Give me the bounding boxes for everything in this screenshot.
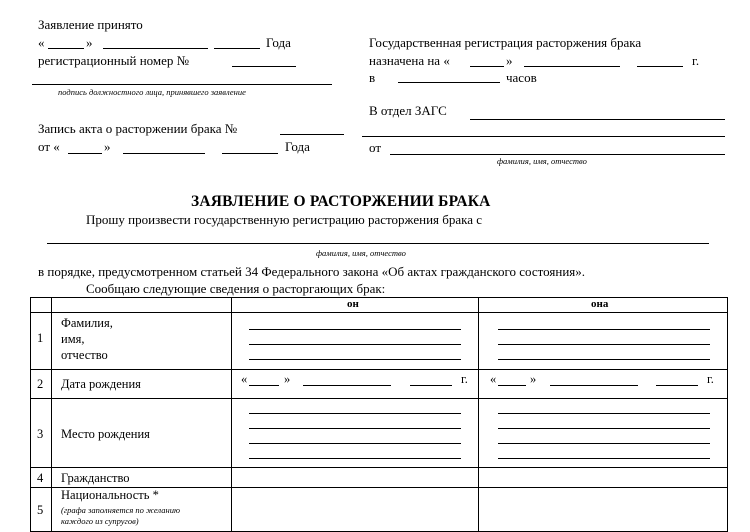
row-label-surname: Фамилия, [61,316,113,330]
he-fio-line-2[interactable] [249,344,461,345]
she-fio-line-3[interactable] [498,359,710,360]
hours-label: часов [506,70,537,85]
record-close-quote: » [104,139,111,154]
record-year-field[interactable] [222,153,278,154]
row-label-birthdate: Дата рождения [61,377,141,391]
zags-name-field[interactable] [470,119,725,120]
she-birthplace-line-1[interactable] [498,413,710,414]
he-fio-line-1[interactable] [249,329,461,330]
she-date-open-quote: « [490,372,497,386]
table-row-divider [31,467,727,468]
accepted-date-open-quote: « [38,35,45,50]
he-date-open-quote: « [241,372,248,386]
record-act-number-field[interactable] [280,134,344,135]
signature-caption: подпись должностного лица, принявшего заявление [58,87,246,97]
table-row-divider [31,369,727,370]
table-col-divider [51,298,52,531]
he-birth-day-field[interactable] [249,385,279,386]
she-birth-year-field[interactable] [656,385,698,386]
reg-number-label: регистрационный номер № [38,53,190,68]
he-birthplace-line-2[interactable] [249,428,461,429]
assigned-year-label: г. [692,53,700,68]
record-year-label: Года [285,139,310,154]
he-date-close-quote: » [284,372,291,386]
accepted-year-field[interactable] [214,48,260,49]
record-act-label: Запись акта о расторжении брака № [38,121,238,136]
applicant-from-label: от [369,140,382,155]
assigned-hours-field[interactable] [398,82,500,83]
she-birthplace-line-2[interactable] [498,428,710,429]
assigned-year-field[interactable] [637,66,683,67]
column-header-she: она [591,298,609,310]
row-label-citizenship: Гражданство [61,471,130,485]
signature-field[interactable] [32,84,332,85]
applicant-fio-caption: фамилия, имя, отчество [497,156,587,166]
he-year-label: г. [461,372,468,386]
zags-name-field-2[interactable] [362,136,725,137]
row-label-birthplace: Место рождения [61,427,150,441]
request-text: Прошу произвести государственную регистрацию расторжения брака с [86,212,483,227]
applicant-fio-field[interactable] [390,154,725,155]
he-birth-year-field[interactable] [410,385,452,386]
accepted-day-field[interactable] [48,48,84,49]
spouses-info-table [30,297,728,532]
she-year-label: г. [707,372,714,386]
row-number: 1 [37,331,44,345]
she-date-close-quote: » [530,372,537,386]
table-col-divider [478,298,479,531]
she-birth-day-field[interactable] [498,385,526,386]
assigned-label: назначена на « [369,53,450,68]
nationality-note-line-2: каждого из супругов) [61,516,139,526]
accepted-date-close-quote: » [86,35,93,50]
record-day-field[interactable] [68,153,102,154]
accepted-year-label: Года [266,35,291,50]
she-birthplace-line-4[interactable] [498,458,710,459]
row-number: 3 [37,427,44,441]
he-fio-line-3[interactable] [249,359,461,360]
table-row-divider [31,312,727,313]
spouse-fio-field[interactable] [47,243,709,244]
he-birthplace-line-4[interactable] [249,458,461,459]
row-label-nationality: Национальность * [61,488,159,502]
he-birth-month-field[interactable] [303,385,391,386]
accepted-month-field[interactable] [103,48,208,49]
to-zags-label: В отдел ЗАГС [369,103,447,118]
nationality-note-line-1: (графа заполняется по желанию [61,505,180,515]
assigned-day-field[interactable] [470,66,504,67]
she-birthplace-line-3[interactable] [498,443,710,444]
row-label-patronymic: отчество [61,348,108,362]
she-fio-line-1[interactable] [498,329,710,330]
column-header-he: он [347,298,359,310]
she-fio-line-2[interactable] [498,344,710,345]
he-birthplace-line-3[interactable] [249,443,461,444]
row-label-name: имя, [61,332,85,346]
report-text: Сообщаю следующие сведения о расторгающих брак: [86,281,386,296]
assigned-close-quote: » [506,53,513,68]
assigned-in-label: в [369,70,376,85]
she-birth-month-field[interactable] [550,385,638,386]
table-row-divider [31,398,727,399]
table-col-divider [231,298,232,531]
assigned-month-field[interactable] [524,66,620,67]
row-number: 5 [37,503,44,517]
record-month-field[interactable] [123,153,205,154]
spouse-fio-caption: фамилия, имя, отчество [316,248,406,258]
reg-number-field[interactable] [232,66,296,67]
row-number: 4 [37,471,44,485]
gos-reg-label: Государственная регистрация расторжения брака [369,35,642,50]
record-from-label: от « [38,139,60,154]
accepted-label: Заявление принято [38,17,143,32]
procedure-text: в порядке, предусмотренном статьей 34 Федерального закона «Об актах гражданского состояния». [38,264,586,279]
he-birthplace-line-1[interactable] [249,413,461,414]
document-title: ЗАЯВЛЕНИЕ О РАСТОРЖЕНИИ БРАКА [191,193,491,210]
row-number: 2 [37,377,44,391]
